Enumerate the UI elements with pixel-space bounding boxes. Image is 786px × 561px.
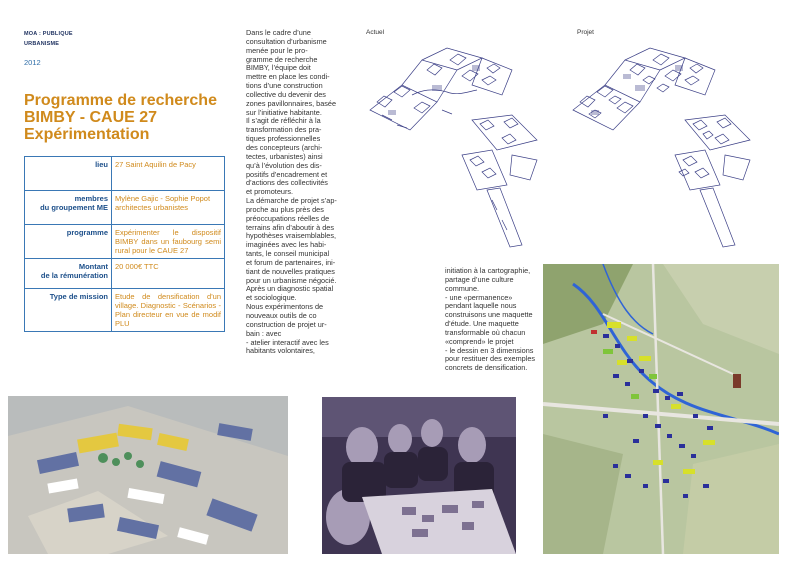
sketch-project-street <box>665 110 765 250</box>
row-label-membres: membres du groupement ME <box>25 191 112 225</box>
table-row <box>25 259 225 289</box>
row-label-montant: Montant de la rémunération <box>25 259 112 289</box>
category-tag: MOA : PUBLIQUE <box>24 31 73 37</box>
body-text-column-1: Dans le cadre d’une consultation d’urbanisme menée pour le pro- gramme de recherche BIMBY, l’équipe doit mettre en place les condi- tions d’une construction collective du devenir des zones pavillonnaires, basée sur l’initiative habitante. Il s’agit de réfléchir à la transformation des pra- tiques professionnelles des concepteurs (archi- tectes, urbanistes) ainsi qu’à l’évolution des dis- positifs d’encadrement et d’actions des collectivités et promoteurs. La démarche de projet s’ap- proche au plus près des préoccupations réelles de terrains afin d’aboutir à des hypothèses vraisemblables, imaginées avec les habi- tants, le conseil municipal et forum de partenaires, ini- tiant de nouvelles pratiques pour un urbanisme négocié. Après un diagnostic spatial et sociologique. Nous expérimentons de nouveaux outils de co construction de projet ur- bain : avec - atelier interactif avec les habitants volontaires, <box>246 28 337 356</box>
body-text-column-2: initiation à la cartographie, partage d’une culture commune. - une «permanence» pendant laquelle nous construisons une maquette d’étude. Une maquette transformable où chacun «comprend» le projet - le dessin en 3 dimensions pour restituer des exemples concrets de densification. <box>445 266 536 373</box>
model-photo-illustration <box>8 396 288 554</box>
row-value-type-mission: Etude de densification d'un village. Diagnostic - Scénarios - Plan directeur en vue de modif PLU <box>112 289 225 332</box>
row-label-type-mission: Type de mission <box>25 289 112 332</box>
row-value-lieu: 27 Saint Aquilin de Pacy <box>112 157 225 191</box>
sketch-current-street <box>452 110 552 250</box>
row-value-membres: Mylène Gajic - Sophie Popot architectes urbanistes <box>112 191 225 225</box>
table-row <box>25 157 225 191</box>
model-photo <box>8 396 288 554</box>
aerial-map <box>543 264 779 554</box>
caption-current: Actuel <box>366 29 385 36</box>
aerial-map-illustration <box>543 264 779 554</box>
workshop-photo-illustration <box>322 397 516 554</box>
page-title <box>24 92 217 143</box>
project-info-table <box>24 156 225 332</box>
table-row <box>25 225 225 259</box>
row-value-programme: Expérimenter le dispositif BIMBY dans un faubourg semi rural pour le CAUE 27 <box>112 225 225 259</box>
caption-project: Projet <box>577 29 594 36</box>
row-value-montant: 20 000€ TTC <box>112 259 225 289</box>
workshop-photo <box>322 397 516 554</box>
category-subtag: URBANISME <box>24 41 60 47</box>
table-row <box>25 191 225 225</box>
title-line-1: Programme de recherche <box>24 92 217 109</box>
title-line-2: BIMBY - CAUE 27 <box>24 109 158 126</box>
row-label-programme: programme <box>25 225 112 259</box>
title-line-3: Expérimentation <box>24 126 150 143</box>
project-year: 2012 <box>24 58 41 67</box>
table-row <box>25 289 225 332</box>
row-label-lieu: lieu <box>25 157 112 191</box>
